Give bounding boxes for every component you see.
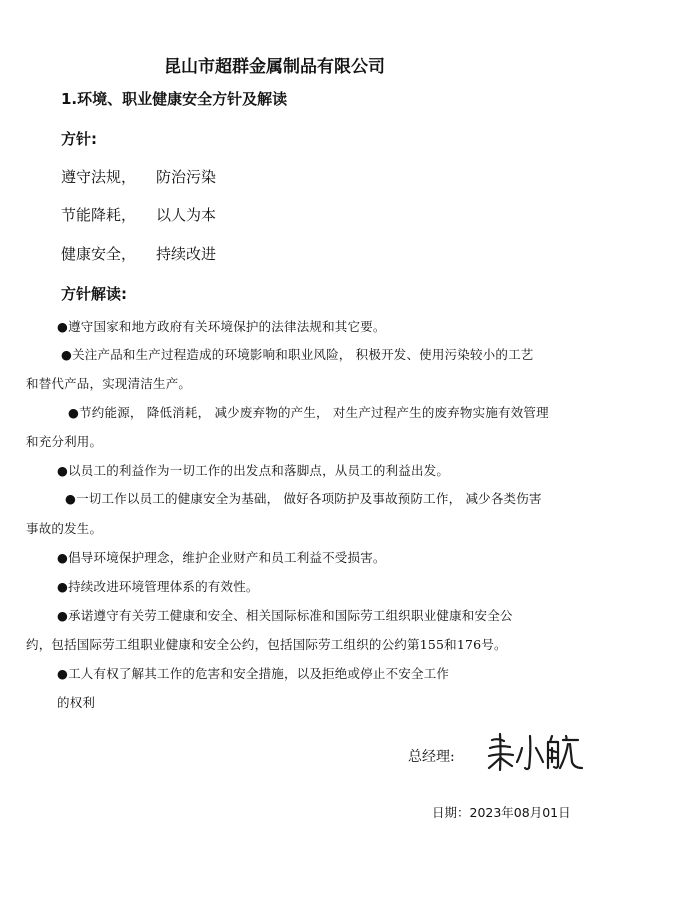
policy-line-2 <box>61 204 216 225</box>
bullet-line-2: ●关注产品和生产过程造成的环境影响和职业风险， 积极开发、使用污染较小的工艺 <box>61 347 534 362</box>
policy-2-a: 节能降耗， <box>61 206 137 224</box>
bullet-line-12: 约，包括国际劳工组职业健康和安全公约，包括国际劳工组织的公约第155和176号。 <box>26 637 507 652</box>
policy-line-3 <box>61 243 216 264</box>
section-title: 1.环境、职业健康安全方针及解读 <box>61 90 288 108</box>
signature <box>486 728 586 776</box>
policy-1-a: 遵守法规， <box>61 168 137 186</box>
bullet-line-5: 和充分利用。 <box>26 434 103 449</box>
company-title: 昆山市超群金属制品有限公司 <box>164 57 385 77</box>
bullet-line-7: ●一切工作以员工的健康安全为基础， 做好各项防护及事故预防工作， 减少各类伤害 <box>65 491 542 506</box>
bullet-line-3: 和替代产品，实现清洁生产。 <box>26 376 192 391</box>
policy-2-b: 以人为本 <box>156 206 217 224</box>
policy-3-b: 持续改进 <box>156 245 217 263</box>
bullet-line-1: ●遵守国家和地方政府有关环境保护的法律法规和其它要。 <box>57 319 386 334</box>
bullet-line-4: ●节约能源， 降低消耗， 减少废弃物的产生， 对生产过程产生的废弃物实施有效管理 <box>68 405 549 420</box>
bullet-line-13: ●工人有权了解其工作的危害和安全措施，以及拒绝或停止不安全工作 <box>57 666 450 681</box>
bullet-line-10: ●持续改进环境管理体系的有效性。 <box>57 579 259 594</box>
interpretation-label: 方针解读: <box>61 285 127 303</box>
bullet-line-9: ●倡导环境保护理念，维护企业财产和员工利益不受损害。 <box>57 550 386 565</box>
bullet-line-14: 的权利 <box>57 695 96 710</box>
policy-3-a: 健康安全， <box>61 245 137 263</box>
date-text: 日期：2023年08月01日 <box>432 805 571 820</box>
policy-1-b: 防治污染 <box>156 168 217 186</box>
policy-label: 方针: <box>61 130 97 148</box>
policy-line-1 <box>61 166 216 187</box>
bullet-line-6: ●以员工的利益作为一切工作的出发点和落脚点，从员工的利益出发。 <box>57 463 450 478</box>
bullet-line-11: ●承诺遵守有关劳工健康和安全、相关国际标准和国际劳工组织职业健康和安全公 <box>57 608 513 623</box>
bullet-line-8: 事故的发生。 <box>26 521 103 536</box>
signature-label: 总经理: <box>408 749 455 765</box>
